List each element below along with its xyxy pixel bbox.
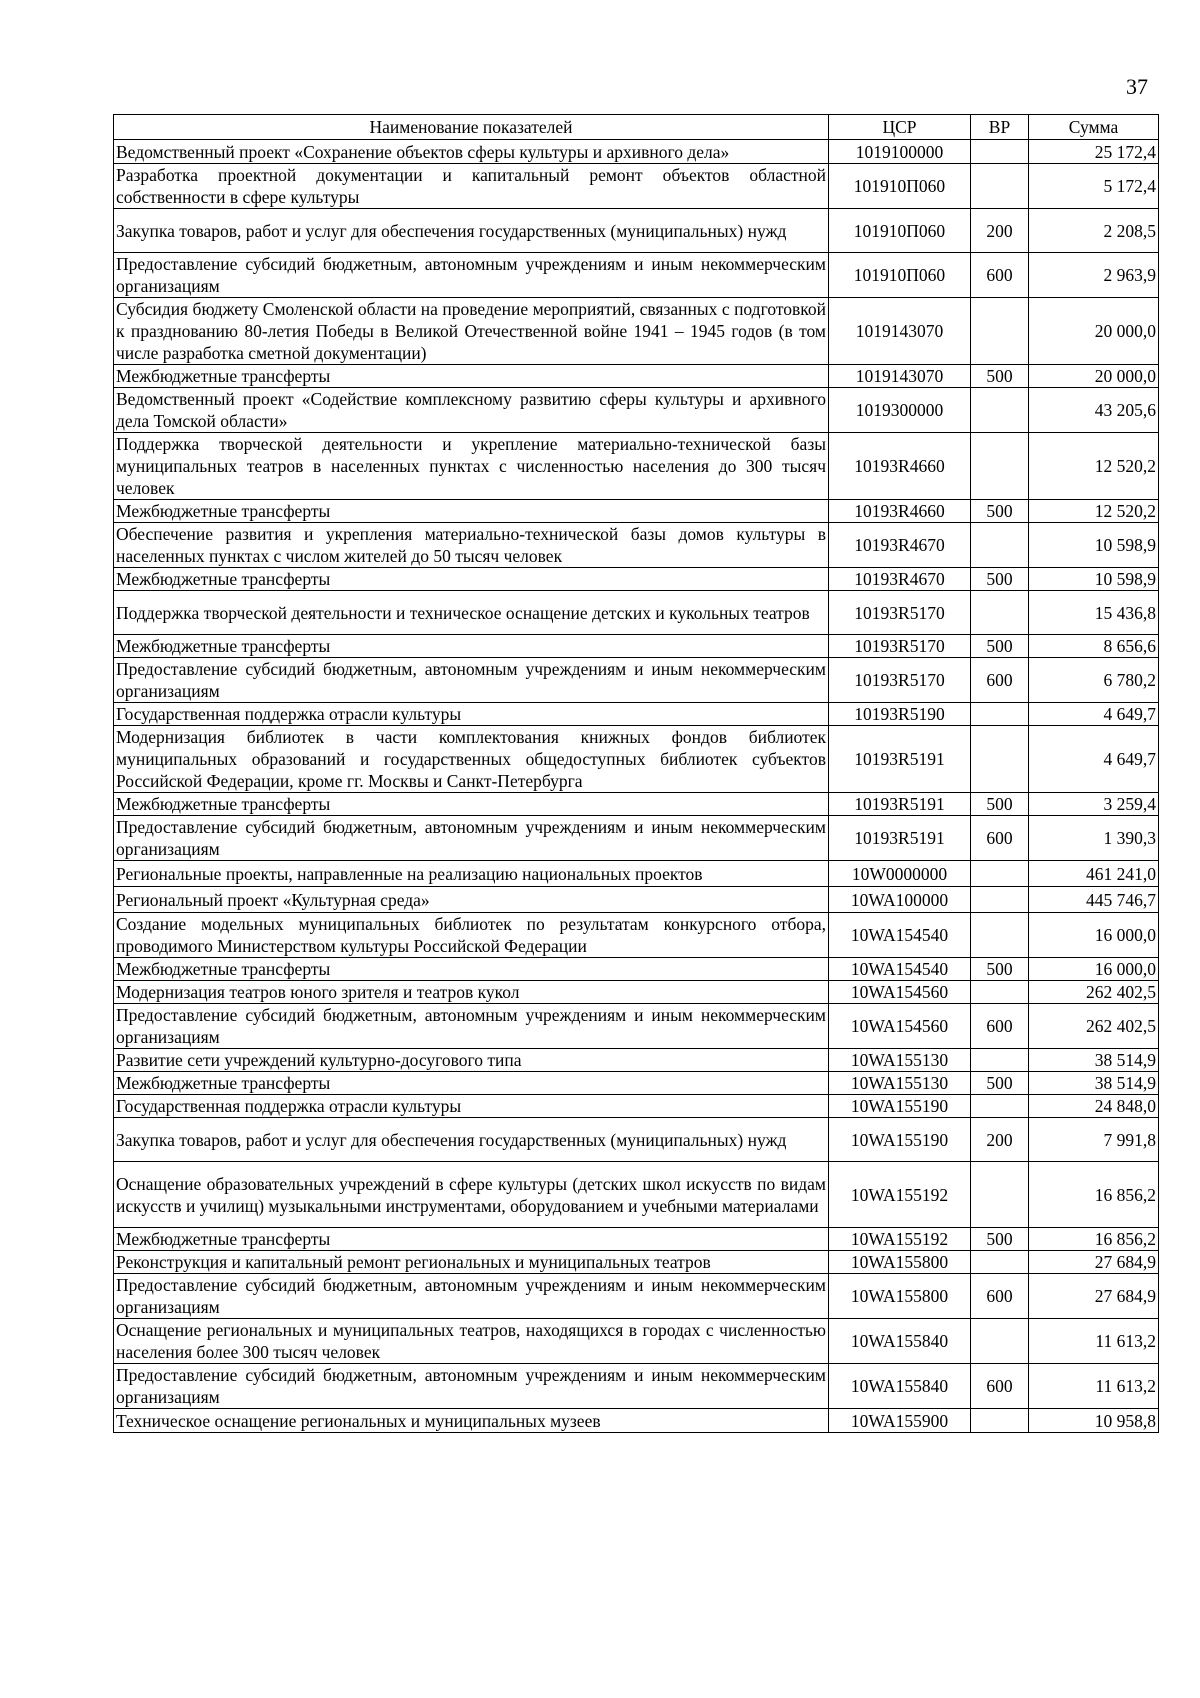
- cell-vr: 500: [971, 635, 1029, 658]
- cell-csr: 10193R4660: [829, 433, 971, 500]
- cell-csr: 10WA154540: [829, 913, 971, 958]
- cell-name: Субсидия бюджету Смоленской области на проведение мероприятий, связанных с подготовкой к празднованию 80-летия Победы в Великой Отечественной войне 1941 – 1945 годов (в том числе разработка сметной документации): [114, 298, 829, 365]
- cell-vr: [971, 523, 1029, 568]
- table-row: [114, 1118, 1159, 1162]
- cell-vr: [971, 981, 1029, 1004]
- cell-sum: 43 205,6: [1029, 388, 1159, 433]
- cell-vr: [971, 298, 1029, 365]
- cell-sum: 445 746,7: [1029, 887, 1159, 913]
- cell-sum: 38 514,9: [1029, 1049, 1159, 1072]
- table-row: [114, 253, 1159, 298]
- header-csr: ЦСР: [829, 115, 971, 140]
- cell-csr: 10WA154560: [829, 1004, 971, 1049]
- cell-sum: 2 208,5: [1029, 209, 1159, 253]
- cell-name: Оснащение образовательных учреждений в сфере культуры (детских школ искусств по видам искусств и училищ) музыкальными инструментами, оборудованием и учебными материалами: [114, 1162, 829, 1228]
- cell-name: Оснащение региональных и муниципальных театров, находящихся в городах с численностью населения более 300 тысяч человек: [114, 1319, 829, 1364]
- cell-csr: 10193R4670: [829, 523, 971, 568]
- cell-csr: 1019100000: [829, 140, 971, 164]
- cell-vr: 500: [971, 793, 1029, 816]
- cell-vr: [971, 703, 1029, 726]
- budget-table: [113, 114, 1159, 1433]
- cell-sum: 4 649,7: [1029, 726, 1159, 793]
- table-row: [114, 635, 1159, 658]
- table-row: [114, 861, 1159, 887]
- cell-csr: 10193R5170: [829, 591, 971, 635]
- cell-name: Межбюджетные трансферты: [114, 568, 829, 591]
- table-row: [114, 816, 1159, 861]
- cell-vr: 500: [971, 365, 1029, 388]
- cell-csr: 101910П060: [829, 253, 971, 298]
- cell-sum: 16 856,2: [1029, 1162, 1159, 1228]
- cell-csr: 10WA155800: [829, 1274, 971, 1319]
- cell-sum: 27 684,9: [1029, 1251, 1159, 1274]
- cell-vr: 500: [971, 568, 1029, 591]
- cell-vr: 600: [971, 658, 1029, 703]
- table-row: [114, 365, 1159, 388]
- cell-vr: 600: [971, 253, 1029, 298]
- cell-vr: [971, 591, 1029, 635]
- cell-sum: 4 649,7: [1029, 703, 1159, 726]
- cell-name: Предоставление субсидий бюджетным, автономным учреждениям и иным некоммерческим организациям: [114, 1364, 829, 1409]
- cell-csr: 10193R5191: [829, 793, 971, 816]
- table-row: [114, 1162, 1159, 1228]
- table-row: [114, 887, 1159, 913]
- cell-csr: 10WA155130: [829, 1049, 971, 1072]
- cell-vr: 600: [971, 1364, 1029, 1409]
- cell-sum: 2 963,9: [1029, 253, 1159, 298]
- cell-csr: 10193R4660: [829, 500, 971, 523]
- cell-name: Развитие сети учреждений культурно-досугового типа: [114, 1049, 829, 1072]
- cell-vr: 200: [971, 1118, 1029, 1162]
- cell-vr: [971, 1162, 1029, 1228]
- cell-csr: 10193R5191: [829, 726, 971, 793]
- cell-sum: 10 598,9: [1029, 568, 1159, 591]
- cell-vr: 200: [971, 209, 1029, 253]
- table-body: [114, 140, 1159, 1433]
- cell-sum: 1 390,3: [1029, 816, 1159, 861]
- cell-name: Межбюджетные трансферты: [114, 500, 829, 523]
- cell-vr: 500: [971, 1072, 1029, 1095]
- cell-sum: 10 598,9: [1029, 523, 1159, 568]
- cell-csr: 10WA155900: [829, 1409, 971, 1433]
- cell-sum: 16 000,0: [1029, 958, 1159, 981]
- cell-vr: [971, 726, 1029, 793]
- cell-name: Предоставление субсидий бюджетным, автономным учреждениям и иным некоммерческим организациям: [114, 658, 829, 703]
- table-row: [114, 658, 1159, 703]
- cell-sum: 12 520,2: [1029, 433, 1159, 500]
- cell-sum: 8 656,6: [1029, 635, 1159, 658]
- page-number: 37: [1126, 74, 1148, 99]
- table-row: [114, 1095, 1159, 1118]
- cell-csr: 10WA155190: [829, 1095, 971, 1118]
- cell-name: Техническое оснащение региональных и муниципальных музеев: [114, 1409, 829, 1433]
- cell-csr: 101910П060: [829, 164, 971, 209]
- cell-name: Поддержка творческой деятельности и укрепление материально-технической базы муниципальных театров в населенных пунктах с численностью населения до 300 тысяч человек: [114, 433, 829, 500]
- table-row: [114, 1049, 1159, 1072]
- cell-csr: 10W0000000: [829, 861, 971, 887]
- cell-vr: 600: [971, 1004, 1029, 1049]
- cell-vr: 600: [971, 1274, 1029, 1319]
- table-row: [114, 500, 1159, 523]
- cell-csr: 10WA155130: [829, 1072, 971, 1095]
- cell-sum: 11 613,2: [1029, 1319, 1159, 1364]
- cell-csr: 10193R5170: [829, 635, 971, 658]
- cell-csr: 101910П060: [829, 209, 971, 253]
- cell-csr: 10193R5170: [829, 658, 971, 703]
- cell-vr: [971, 1095, 1029, 1118]
- table-row: [114, 1228, 1159, 1251]
- cell-vr: [971, 164, 1029, 209]
- cell-sum: 461 241,0: [1029, 861, 1159, 887]
- cell-vr: [971, 388, 1029, 433]
- cell-name: Поддержка творческой деятельности и техническое оснащение детских и кукольных театров: [114, 591, 829, 635]
- cell-vr: 500: [971, 1228, 1029, 1251]
- cell-name: Государственная поддержка отрасли культуры: [114, 1095, 829, 1118]
- cell-sum: 262 402,5: [1029, 981, 1159, 1004]
- cell-name: Модернизация библиотек в части комплектования книжных фондов библиотек муниципальных образований и государственных общедоступных библиотек субъектов Российской Федерации, кроме гг. Москвы и Санкт-Петербурга: [114, 726, 829, 793]
- cell-csr: 10WA155192: [829, 1162, 971, 1228]
- cell-csr: 10WA100000: [829, 887, 971, 913]
- cell-name: Межбюджетные трансферты: [114, 958, 829, 981]
- cell-csr: 10193R5190: [829, 703, 971, 726]
- cell-name: Ведомственный проект «Сохранение объектов сферы культуры и архивного дела»: [114, 140, 829, 164]
- cell-vr: [971, 887, 1029, 913]
- table-row: [114, 523, 1159, 568]
- cell-sum: 27 684,9: [1029, 1274, 1159, 1319]
- cell-sum: 16 000,0: [1029, 913, 1159, 958]
- cell-vr: [971, 1049, 1029, 1072]
- table-header-row: [114, 115, 1159, 140]
- cell-sum: 3 259,4: [1029, 793, 1159, 816]
- cell-sum: 20 000,0: [1029, 298, 1159, 365]
- cell-name: Обеспечение развития и укрепления материально-технической базы домов культуры в населенных пунктах с числом жителей до 50 тысяч человек: [114, 523, 829, 568]
- cell-sum: 11 613,2: [1029, 1364, 1159, 1409]
- table-row: [114, 1319, 1159, 1364]
- table-row: [114, 140, 1159, 164]
- cell-name: Закупка товаров, работ и услуг для обеспечения государственных (муниципальных) нужд: [114, 1118, 829, 1162]
- header-vr: ВР: [971, 115, 1029, 140]
- cell-vr: [971, 1319, 1029, 1364]
- cell-sum: 20 000,0: [1029, 365, 1159, 388]
- cell-name: Региональный проект «Культурная среда»: [114, 887, 829, 913]
- cell-csr: 1019300000: [829, 388, 971, 433]
- cell-vr: [971, 140, 1029, 164]
- cell-vr: [971, 1409, 1029, 1433]
- table-row: [114, 433, 1159, 500]
- cell-vr: [971, 913, 1029, 958]
- cell-name: Предоставление субсидий бюджетным, автономным учреждениям и иным некоммерческим организациям: [114, 816, 829, 861]
- cell-vr: [971, 1251, 1029, 1274]
- table-row: [114, 981, 1159, 1004]
- table-row: [114, 913, 1159, 958]
- table-row: [114, 1274, 1159, 1319]
- cell-csr: 10WA154540: [829, 958, 971, 981]
- cell-sum: 10 958,8: [1029, 1409, 1159, 1433]
- cell-name: Межбюджетные трансферты: [114, 793, 829, 816]
- table-row: [114, 793, 1159, 816]
- cell-sum: 15 436,8: [1029, 591, 1159, 635]
- cell-name: Предоставление субсидий бюджетным, автономным учреждениям и иным некоммерческим организациям: [114, 1004, 829, 1049]
- cell-name: Модернизация театров юного зрителя и театров кукол: [114, 981, 829, 1004]
- cell-name: Государственная поддержка отрасли культуры: [114, 703, 829, 726]
- table-row: [114, 209, 1159, 253]
- cell-sum: 5 172,4: [1029, 164, 1159, 209]
- cell-name: Закупка товаров, работ и услуг для обеспечения государственных (муниципальных) нужд: [114, 209, 829, 253]
- cell-sum: 38 514,9: [1029, 1072, 1159, 1095]
- table-row: [114, 726, 1159, 793]
- cell-csr: 10193R4670: [829, 568, 971, 591]
- table-row: [114, 388, 1159, 433]
- cell-name: Межбюджетные трансферты: [114, 1228, 829, 1251]
- header-sum: Сумма: [1029, 115, 1159, 140]
- table-row: [114, 164, 1159, 209]
- cell-name: Межбюджетные трансферты: [114, 1072, 829, 1095]
- cell-vr: [971, 861, 1029, 887]
- table-row: [114, 958, 1159, 981]
- cell-csr: 10WA155840: [829, 1364, 971, 1409]
- cell-name: Межбюджетные трансферты: [114, 635, 829, 658]
- cell-sum: 24 848,0: [1029, 1095, 1159, 1118]
- table-row: [114, 591, 1159, 635]
- cell-vr: 500: [971, 500, 1029, 523]
- cell-vr: 500: [971, 958, 1029, 981]
- cell-csr: 1019143070: [829, 298, 971, 365]
- table-row: [114, 568, 1159, 591]
- cell-csr: 10WA155840: [829, 1319, 971, 1364]
- cell-name: Предоставление субсидий бюджетным, автономным учреждениям и иным некоммерческим организациям: [114, 1274, 829, 1319]
- header-name: Наименование показателей: [114, 115, 829, 140]
- table-row: [114, 703, 1159, 726]
- cell-name: Ведомственный проект «Содействие комплексному развитию сферы культуры и архивного дела Томской области»: [114, 388, 829, 433]
- cell-sum: 12 520,2: [1029, 500, 1159, 523]
- cell-csr: 10WA155800: [829, 1251, 971, 1274]
- cell-vr: 600: [971, 816, 1029, 861]
- cell-csr: 1019143070: [829, 365, 971, 388]
- cell-name: Межбюджетные трансферты: [114, 365, 829, 388]
- cell-name: Региональные проекты, направленные на реализацию национальных проектов: [114, 861, 829, 887]
- table-row: [114, 1004, 1159, 1049]
- cell-sum: 25 172,4: [1029, 140, 1159, 164]
- cell-name: Создание модельных муниципальных библиотек по результатам конкурсного отбора, проводимого Министерством культуры Российской Федерации: [114, 913, 829, 958]
- table-row: [114, 298, 1159, 365]
- cell-csr: 10WA154560: [829, 981, 971, 1004]
- cell-sum: 16 856,2: [1029, 1228, 1159, 1251]
- table-row: [114, 1364, 1159, 1409]
- table-row: [114, 1409, 1159, 1433]
- cell-name: Разработка проектной документации и капитальный ремонт объектов областной собственности в сфере культуры: [114, 164, 829, 209]
- cell-csr: 10WA155192: [829, 1228, 971, 1251]
- cell-sum: 6 780,2: [1029, 658, 1159, 703]
- cell-sum: 7 991,8: [1029, 1118, 1159, 1162]
- table-row: [114, 1072, 1159, 1095]
- cell-name: Предоставление субсидий бюджетным, автономным учреждениям и иным некоммерческим организациям: [114, 253, 829, 298]
- table-row: [114, 1251, 1159, 1274]
- cell-sum: 262 402,5: [1029, 1004, 1159, 1049]
- cell-csr: 10193R5191: [829, 816, 971, 861]
- cell-vr: [971, 433, 1029, 500]
- cell-name: Реконструкция и капитальный ремонт региональных и муниципальных театров: [114, 1251, 829, 1274]
- cell-csr: 10WA155190: [829, 1118, 971, 1162]
